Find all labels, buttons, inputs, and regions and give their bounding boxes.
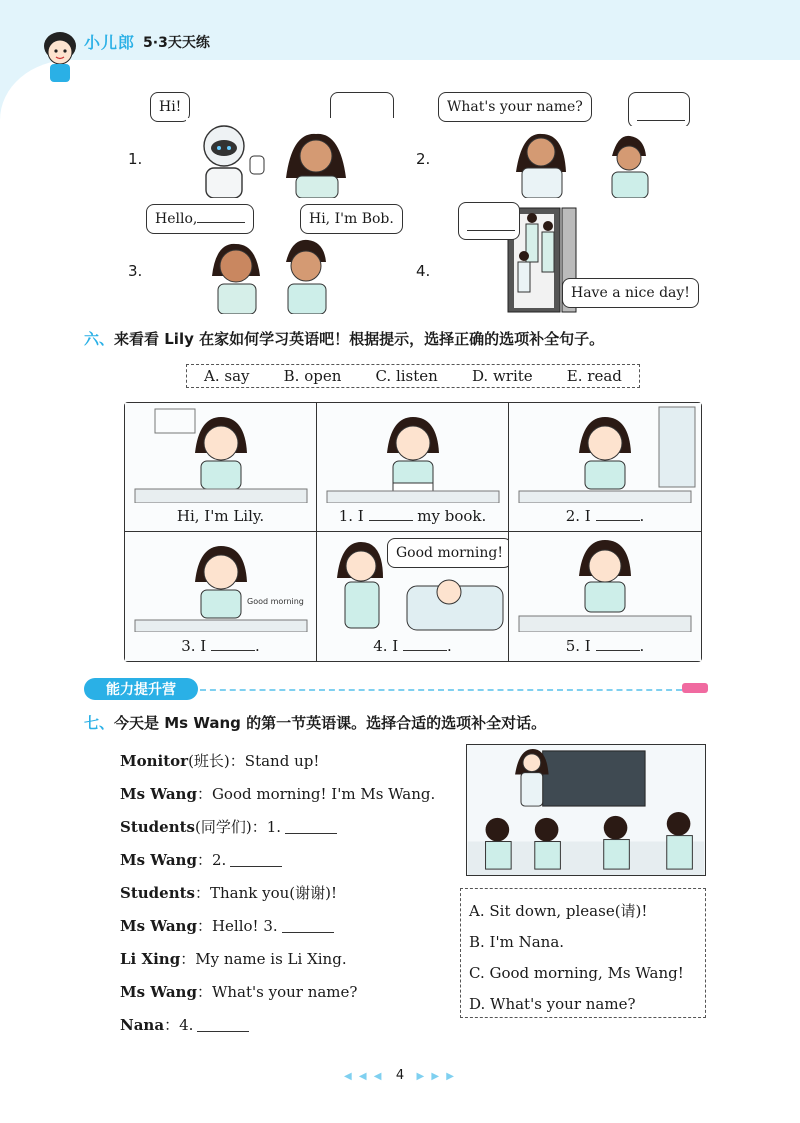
- dialog-list: [120, 744, 460, 1041]
- item-number: 3.: [128, 262, 143, 280]
- next-arrows-icon: ▶ ▶ ▶: [416, 1071, 456, 1082]
- option-c: C. listen: [375, 367, 438, 385]
- comic-panel: [317, 532, 509, 661]
- speech-bubble: Hello,: [146, 204, 254, 234]
- speech-bubble-blank: [628, 92, 690, 128]
- open-book-illustration: [317, 403, 509, 503]
- answer-option-d: D. What's your name?: [469, 994, 636, 1013]
- dialog-line: Ms Wang ： Good morning! I'm Ms Wang.: [120, 784, 436, 803]
- ability-banner: 能力提升营: [84, 678, 198, 700]
- answer-blank[interactable]: [282, 919, 334, 933]
- dialog-line: Li Xing ： My name is Li Xing.: [120, 949, 347, 968]
- mascot-icon: [38, 26, 82, 86]
- answer-option-c: C. Good morning, Ms Wang!: [469, 963, 684, 982]
- speech-bubble: Hi, I'm Bob.: [300, 204, 403, 234]
- dialog-line: Students (同学们) ： 1.: [120, 810, 460, 843]
- prev-arrows-icon: ◀ ◀ ◀: [344, 1071, 384, 1082]
- girl-and-bob-illustration: [206, 236, 346, 314]
- panel-caption: 2. I .: [565, 507, 645, 525]
- section-7-title: 七、今天是 Ms Wang 的第一节英语课。选择合适的选项补全对话。: [84, 714, 547, 732]
- robot-and-girl-illustration: [186, 118, 396, 198]
- comic-strip: [124, 402, 702, 662]
- woman-and-boy-illustration: [508, 126, 688, 198]
- panel-caption: 5. I .: [565, 637, 645, 655]
- comic-panel: [509, 403, 701, 532]
- brand-logo: 小儿郎: [84, 33, 136, 52]
- speech-bubble: Have a nice day!: [562, 278, 699, 308]
- panel-caption: 3. I .: [181, 637, 260, 655]
- series-title: 5·3天天练: [143, 34, 210, 51]
- page-footer: [0, 1068, 800, 1083]
- page-header: [84, 30, 210, 53]
- lily-illustration: [125, 403, 317, 503]
- comic-panel: [317, 403, 509, 532]
- item-number: 1.: [128, 150, 143, 168]
- option-d: D. write: [471, 367, 533, 385]
- page-number: 4: [395, 1068, 405, 1083]
- option-box: [186, 364, 640, 388]
- section-6-title: 六、来看看 Lily 在家如何学习英语吧！根据提示，选择正确的选项补全句子。: [84, 330, 605, 348]
- option-b: B. open: [283, 367, 342, 385]
- panel-caption: Hi, I'm Lily.: [176, 507, 265, 525]
- answer-option-a: A. Sit down, please(请)!: [469, 902, 648, 920]
- comic-panel: [509, 532, 701, 661]
- write-illustration: [125, 532, 317, 632]
- answer-options-box: [460, 888, 706, 1018]
- panel-caption: 1. I my book.: [338, 507, 487, 525]
- dialog-line: Ms Wang ： What's your name?: [120, 982, 358, 1001]
- dialog-line: Monitor (班长) ： Stand up!: [120, 751, 320, 770]
- answer-blank[interactable]: [285, 820, 337, 834]
- answer-option-b: B. I'm Nana.: [469, 932, 565, 951]
- dialog-line: Nana ： 4.: [120, 1008, 460, 1041]
- sign-text: Good morning: [247, 597, 304, 606]
- read-book-illustration: [509, 403, 701, 503]
- speech-bubble-blank: [458, 202, 520, 240]
- option-e: E. read: [566, 367, 622, 385]
- classroom-illustration: [466, 744, 706, 876]
- option-a: A. say: [204, 367, 250, 385]
- item-number: 2.: [416, 150, 431, 168]
- dialog-line: Ms Wang ： 2.: [120, 843, 460, 876]
- dialog-line: Students ： Thank you(谢谢)!: [120, 883, 338, 902]
- speech-bubble: Good morning!: [387, 538, 509, 568]
- writing-at-desk-illustration: [509, 532, 701, 632]
- speech-bubble: What's your name?: [438, 92, 592, 122]
- item-number: 4.: [416, 262, 431, 280]
- speech-bubble: Hi!: [150, 92, 190, 122]
- pencil-icon: [682, 683, 708, 693]
- panel-caption: 4. I .: [373, 637, 452, 655]
- comic-panel: [125, 403, 317, 532]
- dialog-line: Ms Wang ： Hello! 3.: [120, 909, 460, 942]
- comic-panel: [125, 532, 317, 661]
- banner-dashed-line: [200, 689, 682, 691]
- answer-blank[interactable]: [197, 1018, 249, 1032]
- answer-blank[interactable]: [230, 853, 282, 867]
